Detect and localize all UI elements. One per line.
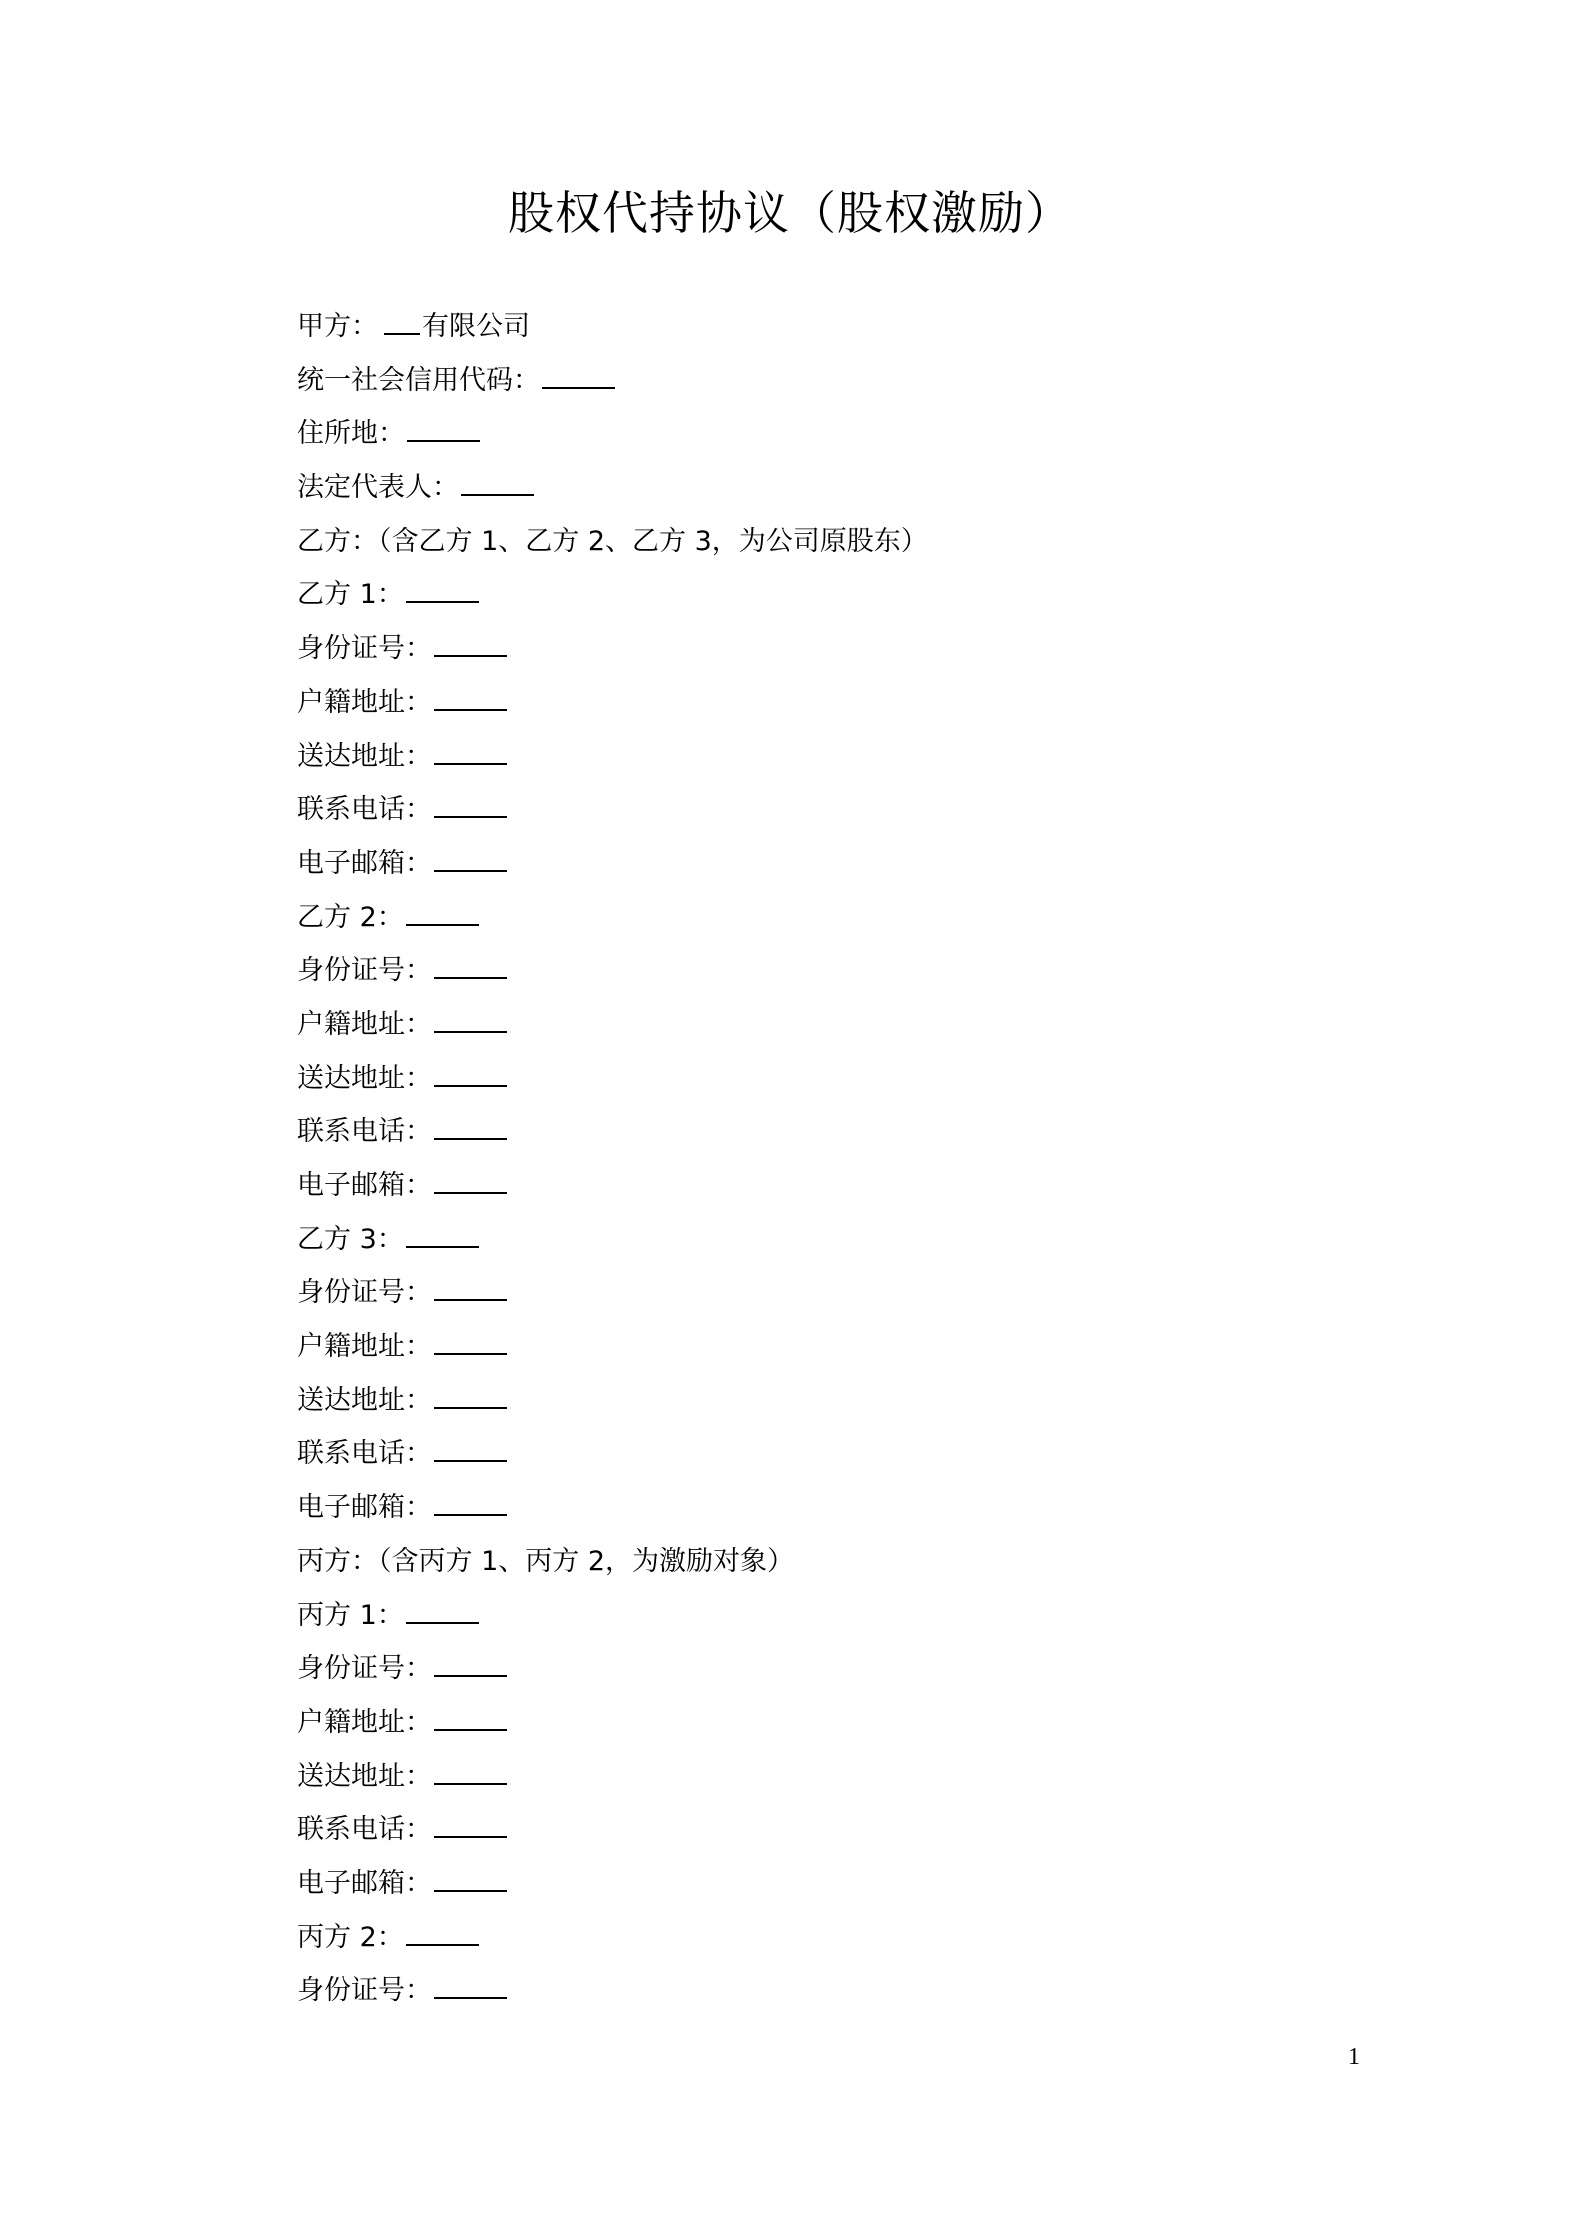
form-line xyxy=(297,1052,1397,1106)
field-label: 电子邮箱： xyxy=(297,1170,432,1201)
fill-in-blank[interactable] xyxy=(406,900,479,926)
fill-in-blank[interactable] xyxy=(434,685,507,711)
field-label: 丙方：（含丙方 1、丙方 2，为激励对象） xyxy=(297,1545,795,1577)
fill-in-blank[interactable] xyxy=(434,1812,507,1838)
fill-in-blank[interactable] xyxy=(434,1275,507,1301)
fill-in-blank[interactable] xyxy=(434,631,507,657)
form-line xyxy=(297,461,1397,515)
fill-in-blank[interactable] xyxy=(461,470,534,496)
fill-in-blank[interactable] xyxy=(434,1383,507,1409)
fill-in-blank[interactable] xyxy=(406,1222,479,1248)
field-label: 联系电话： xyxy=(297,1116,432,1148)
field-label: 身份证号： xyxy=(297,1277,432,1309)
form-line xyxy=(297,1105,1397,1159)
field-label: 电子邮箱： xyxy=(297,1492,432,1524)
field-label: 身份证号： xyxy=(297,633,432,665)
field-label: 统一社会信用代码： xyxy=(297,364,540,396)
form-line xyxy=(297,622,1397,676)
form-line xyxy=(297,1374,1397,1428)
form-line xyxy=(297,407,1397,461)
form-line xyxy=(297,998,1397,1052)
field-label: 联系电话： xyxy=(297,1814,432,1846)
field-label: 身份证号： xyxy=(297,955,432,987)
form-line xyxy=(297,1159,1397,1213)
fill-in-blank[interactable] xyxy=(406,1598,479,1624)
fill-in-blank[interactable] xyxy=(406,1920,479,1946)
form-line xyxy=(297,568,1397,622)
form-line xyxy=(297,1320,1397,1374)
form-line xyxy=(297,1964,1397,2018)
form-line xyxy=(297,837,1397,891)
form-line xyxy=(297,1911,1397,1965)
field-label: 乙方 3： xyxy=(297,1223,404,1255)
party-info-list xyxy=(297,300,1397,2018)
field-label: 送达地址： xyxy=(297,1384,432,1416)
form-line xyxy=(297,1750,1397,1804)
fill-in-blank[interactable] xyxy=(434,1866,507,1892)
fill-in-blank[interactable] xyxy=(434,953,507,979)
form-line xyxy=(297,1642,1397,1696)
form-line xyxy=(297,891,1397,945)
field-label: 送达地址： xyxy=(297,1062,432,1094)
fill-in-blank[interactable] xyxy=(434,792,507,818)
form-line xyxy=(297,676,1397,730)
field-label: 联系电话： xyxy=(297,794,432,826)
fill-in-blank[interactable] xyxy=(434,1651,507,1677)
form-line xyxy=(297,1803,1397,1857)
field-suffix: 有限公司 xyxy=(422,311,530,342)
field-label: 乙方：（含乙方 1、乙方 2、乙方 3，为公司原股东） xyxy=(297,525,928,557)
form-line xyxy=(297,1481,1397,1535)
fill-in-blank[interactable] xyxy=(434,846,507,872)
form-line xyxy=(297,1696,1397,1750)
field-label: 电子邮箱： xyxy=(297,847,432,879)
field-label: 丙方 1： xyxy=(297,1599,404,1631)
form-line xyxy=(297,1213,1397,1267)
fill-in-blank[interactable] xyxy=(434,1759,507,1785)
fill-in-blank[interactable] xyxy=(434,1973,507,1999)
fill-in-blank[interactable] xyxy=(434,1007,507,1033)
form-line xyxy=(297,1427,1397,1481)
form-line xyxy=(297,515,1397,569)
field-label: 户籍地址： xyxy=(297,1331,432,1363)
fill-in-blank[interactable] xyxy=(406,577,479,603)
form-line xyxy=(297,730,1397,784)
field-label: 电子邮箱： xyxy=(297,1867,432,1899)
fill-in-blank[interactable] xyxy=(407,416,480,442)
field-label: 身份证号： xyxy=(297,1975,432,2007)
field-label: 乙方 2： xyxy=(297,901,404,933)
field-label: 户籍地址： xyxy=(297,1008,432,1040)
field-label: 甲方： xyxy=(297,311,378,342)
fill-in-blank[interactable] xyxy=(434,1490,507,1516)
page-number: 1 xyxy=(1348,2044,1360,2070)
fill-in-blank[interactable] xyxy=(434,739,507,765)
field-label: 丙方 2： xyxy=(297,1921,404,1953)
fill-in-blank[interactable] xyxy=(434,1329,507,1355)
document-title: 股权代持协议（股权激励） xyxy=(508,186,1072,240)
form-line xyxy=(297,1266,1397,1320)
form-line xyxy=(297,1857,1397,1911)
form-line xyxy=(297,783,1397,837)
field-label: 住所地： xyxy=(297,418,405,450)
fill-in-blank[interactable] xyxy=(434,1705,507,1731)
fill-in-blank[interactable] xyxy=(384,309,420,335)
form-line xyxy=(297,1589,1397,1643)
form-line xyxy=(297,1535,1397,1589)
field-label: 联系电话： xyxy=(297,1438,432,1470)
fill-in-blank[interactable] xyxy=(434,1436,507,1462)
field-label: 户籍地址： xyxy=(297,686,432,718)
fill-in-blank[interactable] xyxy=(434,1114,507,1140)
field-label: 送达地址： xyxy=(297,740,432,772)
field-label: 户籍地址： xyxy=(297,1706,432,1738)
fill-in-blank[interactable] xyxy=(434,1168,507,1194)
field-label: 送达地址： xyxy=(297,1760,432,1792)
form-line xyxy=(297,354,1397,408)
field-label: 身份证号： xyxy=(297,1653,432,1685)
field-label: 法定代表人： xyxy=(297,472,459,504)
field-label: 乙方 1： xyxy=(297,579,404,611)
fill-in-blank[interactable] xyxy=(434,1061,507,1087)
form-line xyxy=(297,300,1397,354)
fill-in-blank[interactable] xyxy=(542,363,615,389)
form-line xyxy=(297,944,1397,998)
